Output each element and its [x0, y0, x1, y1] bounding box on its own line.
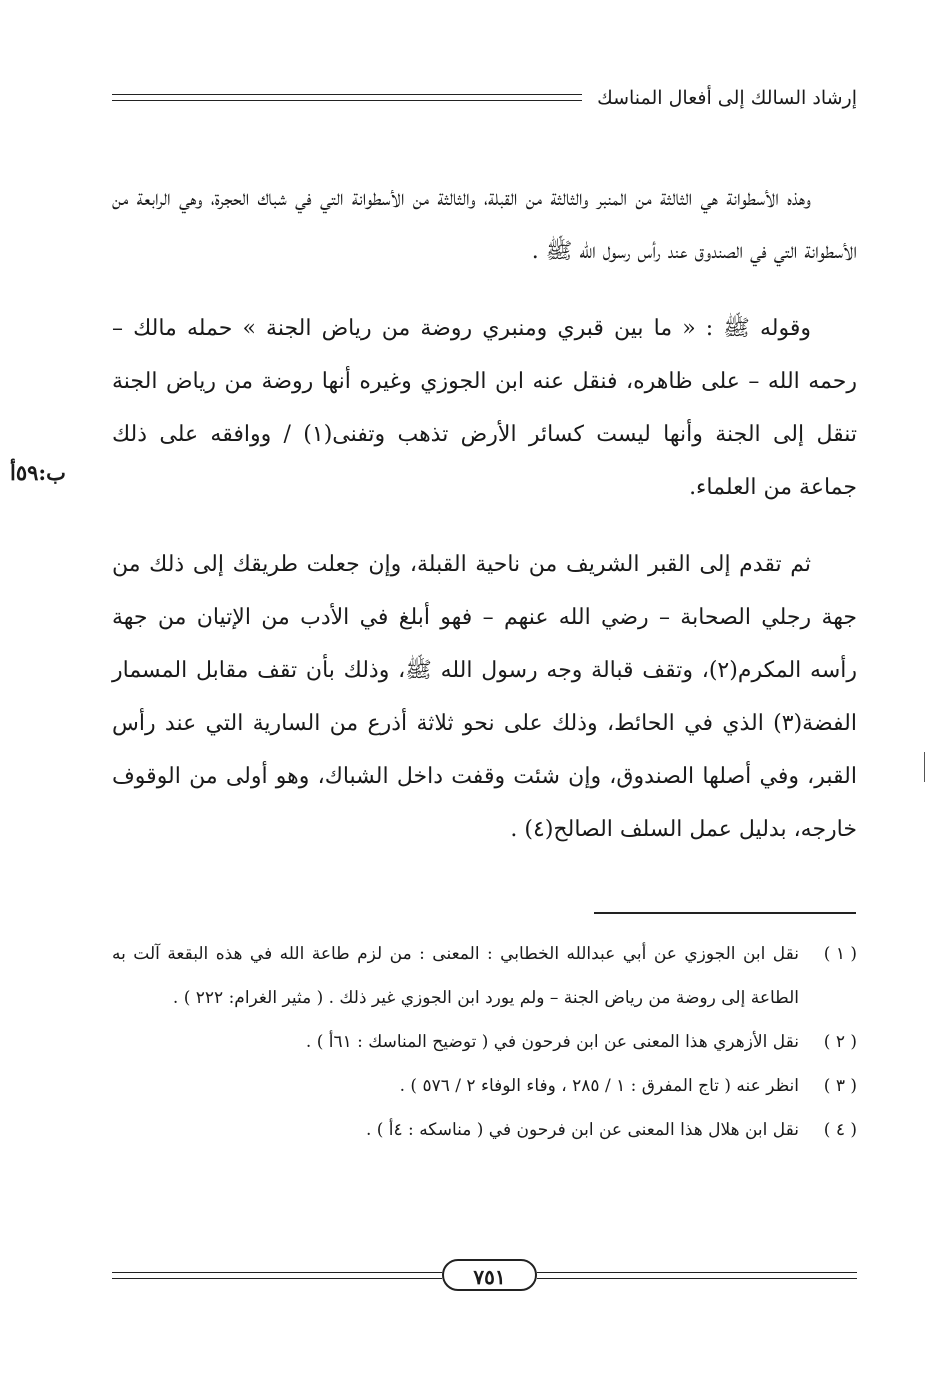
main-text [112, 172, 857, 880]
footnote-text: نقل الأزهري هذا المعنى عن ابن فرحون في ( توضيح المناسك : ٦١أ ) . [305, 1032, 799, 1052]
footnote-separator [594, 912, 856, 914]
page-number: ٧٥١ [442, 1259, 537, 1291]
footnotes [112, 932, 857, 1152]
footnote-number: ( ٤ ) [823, 1120, 857, 1140]
paragraph-1: وهذه الأسطوانة هي الثالثة من المنبر والثالثة من القبلة، والثالثة من الأسطوانة التي في شباك الحجرة، وهي الرابعة من الأسطوانة التي في الصندوق عند رأس رسول الله ﷺ . [112, 186, 857, 264]
page-edge-mark [918, 752, 925, 782]
footnote-2 [112, 1020, 857, 1064]
footnote-text: انظر عنه ( تاج المفرق : ١ / ٢٨٥ ، وفاء الوفاء ٢ / ٥٧٦ ) . [399, 1076, 799, 1096]
footnote-4 [112, 1108, 857, 1152]
folio-rule-left [112, 1272, 442, 1279]
book-title: إرشاد السالك إلى أفعال المناسك [597, 87, 857, 109]
footnote-number: ( ٢ ) [823, 1032, 857, 1052]
paragraph-2: وقوله ﷺ : « ما بين قبري ومنبري روضة من رياض الجنة » حمله مالك – رحمه الله – على ظاهره، فنقل عنه ابن الجوزي وغيره أنها روضة من رياض الجنة تنقل إلى الجنة وأنها ليست كسائر الأرض تذهب وتفنى(١) / ووافقه على ذلك جماعة من العلماء. [112, 316, 857, 500]
footnote-number: ( ١ ) [823, 944, 857, 964]
header-double-rule [112, 94, 582, 101]
manuscript-folio-note: ب:٥٩أ [10, 460, 66, 485]
footnote-3 [112, 1064, 857, 1108]
footnote-text: نقل ابن هلال هذا المعنى عن ابن فرحون في ( مناسكه : ٤أ ) . [365, 1120, 799, 1140]
folio-rule-right [537, 1272, 857, 1279]
paragraph-3: ثم تقدم إلى القبر الشريف من ناحية القبلة، وإن جعلت طريقك إلى ذلك من جهة رجلي الصحابة – رضي الله عنهم – فهو أبلغ في الأدب من الإتيان من جهة رأسه المكرم(٢)، وتقف قبالة وجه رسول الله ﷺ، وذلك بأن تقف مقابل المسمار الفضة(٣) الذي في الحائط، وذلك على نحو ثلاثة أذرع من السارية التي عند رأس القبر، وفي أصلها الصندوق، وإن شئت وقفت داخل الشباك، وهو أولى من الوقوف خارجه، بدليل عمل السلف الصالح(٤) . [112, 552, 858, 842]
running-header [112, 80, 857, 116]
footnote-text: نقل ابن الجوزي عن أبي عبدالله الخطابي : المعنى : من لزم طاعة الله في هذه البقعة آلت به الطاعة إلى روضة من رياض الجنة – ولم يورد ابن الجوزي غير ذلك . ( مثير الغرام: ٢٢٢ ) . [112, 944, 799, 1008]
footnote-number: ( ٣ ) [823, 1076, 857, 1096]
footnote-1 [112, 932, 857, 1020]
